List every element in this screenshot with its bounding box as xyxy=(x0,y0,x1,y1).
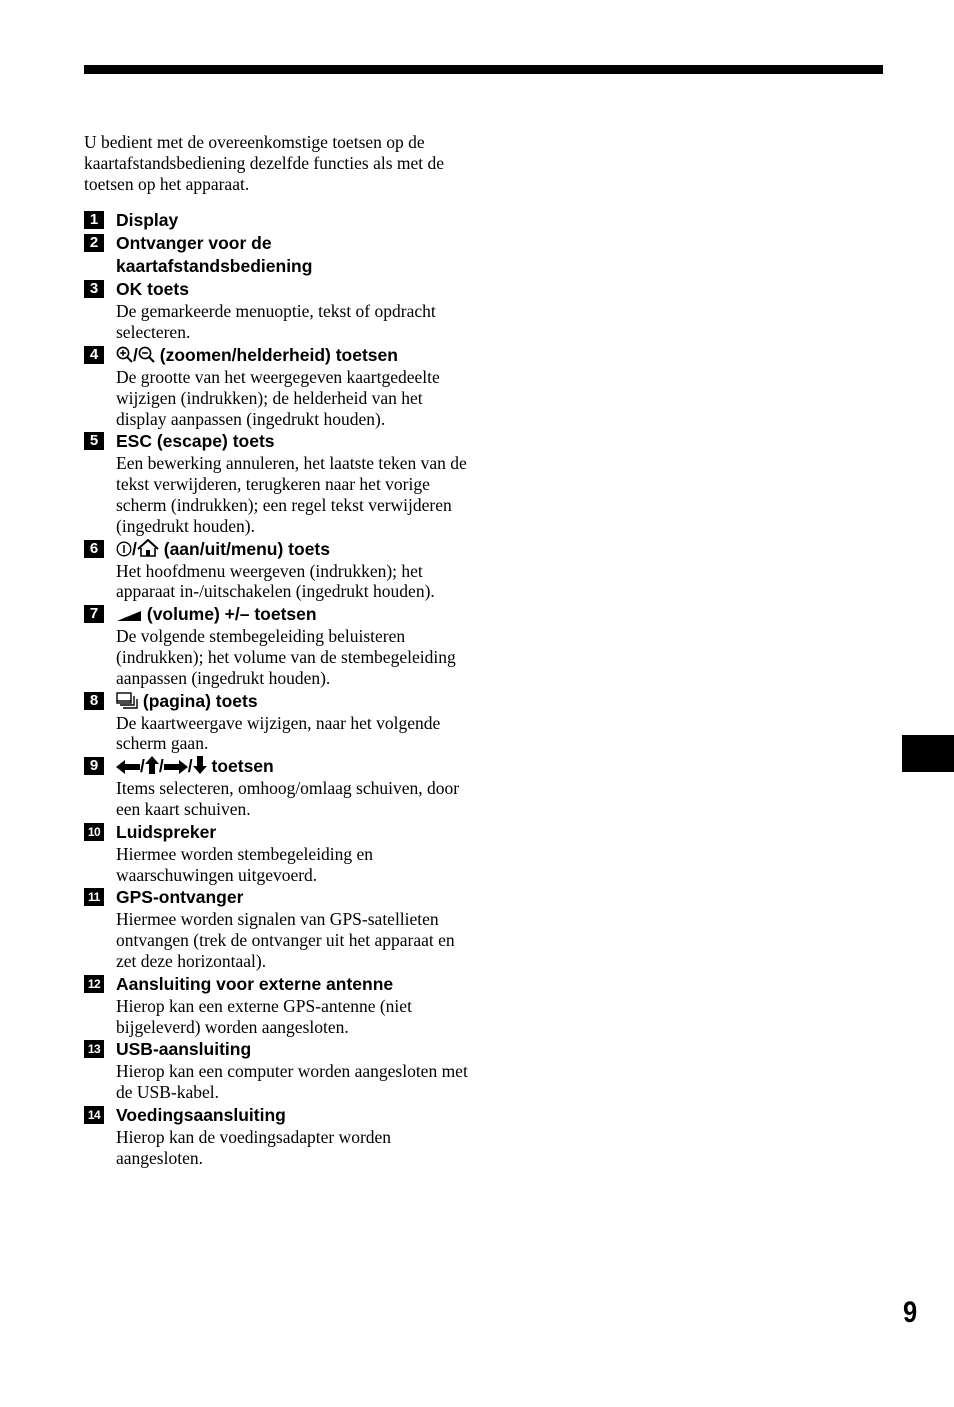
item-number: 1 xyxy=(84,211,104,229)
item-number: 9 xyxy=(84,757,104,775)
list-item xyxy=(84,209,474,232)
item-number: 13 xyxy=(84,1040,104,1058)
item-heading: Voedingsaansluiting xyxy=(116,1104,286,1125)
content-column xyxy=(84,132,474,1170)
item-number: 12 xyxy=(84,975,104,993)
intro-paragraph: U bedient met de overeenkomstige toetsen op de kaartafstandsbediening dezelfde functies als met de toetsen op het apparaat. xyxy=(84,132,445,194)
item-heading: Ontvanger voor de kaartafstandsbediening xyxy=(116,233,313,277)
item-heading-row: / (aan/uit/menu) toets xyxy=(116,538,474,561)
item-description: Hierop kan de voedingsadapter worden aangesloten. xyxy=(116,1126,392,1168)
arrow-left-icon xyxy=(116,760,140,774)
item-number: 5 xyxy=(84,432,104,450)
power-icon xyxy=(116,541,132,557)
item-heading: ESC (escape) toets xyxy=(116,431,275,452)
zoom-in-icon xyxy=(116,346,133,363)
item-heading: (aan/uit/menu) toets xyxy=(158,538,330,559)
item-heading: (pagina) toets xyxy=(138,690,258,711)
list-item xyxy=(84,430,474,536)
list-item xyxy=(84,755,474,820)
item-heading-row xyxy=(116,603,474,626)
item-heading: (volume) +/– toetsen xyxy=(142,604,317,625)
list-item xyxy=(84,538,474,603)
item-number: 10 xyxy=(84,823,104,841)
item-heading: OK toets xyxy=(116,279,189,300)
item-number: 2 xyxy=(84,234,104,252)
list-item xyxy=(84,821,474,886)
item-description: Hierop kan een externe GPS-antenne (niet bijgeleverd) worden aangesloten. xyxy=(116,995,412,1037)
arrow-up-icon xyxy=(145,756,159,774)
page-number: 9 xyxy=(903,1296,918,1329)
item-number: 6 xyxy=(84,540,104,558)
item-heading-row: / / / toetsen xyxy=(116,755,474,778)
item-description: De volgende stembegeleiding beluisteren (indrukken); het volume van de stembegeleiding aanpassen (ingedrukt houden). xyxy=(116,626,456,688)
item-description: De grootte van het weergegeven kaartgedeelte wijzigen (indrukken); de helderheid van het display aanpassen (ingedrukt houden). xyxy=(116,366,440,429)
item-number: 11 xyxy=(84,888,104,906)
list-item xyxy=(84,690,474,755)
home-menu-icon xyxy=(137,539,159,557)
item-heading: toetsen xyxy=(206,756,274,777)
list-item xyxy=(84,1038,474,1103)
zoom-out-icon xyxy=(138,346,155,363)
item-heading: GPS-ontvanger xyxy=(116,887,244,908)
item-heading-row xyxy=(116,690,474,713)
item-description: Hiermee worden signalen van GPS-satellieten ontvangen (trek de ontvanger uit het apparaat en zet deze horizontaal). xyxy=(116,909,455,971)
volume-icon xyxy=(116,610,142,622)
side-tab-marker xyxy=(902,735,954,772)
item-heading: Display xyxy=(116,210,179,231)
item-number: 4 xyxy=(84,346,104,364)
list-item xyxy=(84,344,474,429)
list-item xyxy=(84,886,474,971)
item-description: Items selecteren, omhoog/omlaag schuiven, door een kaart schuiven. xyxy=(116,778,460,819)
list-item xyxy=(84,1104,474,1169)
item-number: 8 xyxy=(84,692,104,710)
list-item xyxy=(84,973,474,1038)
item-number: 3 xyxy=(84,280,104,298)
list-item xyxy=(84,232,474,278)
arrow-right-icon xyxy=(164,760,188,774)
item-heading: Luidspreker xyxy=(116,821,217,842)
item-description: Het hoofdmenu weergeven (indrukken); het apparaat in-/uitschakelen (ingedrukt houden). xyxy=(116,560,435,602)
item-heading: Aansluiting voor externe antenne xyxy=(116,973,394,994)
arrow-down-icon xyxy=(193,756,207,774)
list-item xyxy=(84,278,474,343)
item-heading: USB-aansluiting xyxy=(116,1039,252,1060)
item-description: Een bewerking annuleren, het laatste teken van de tekst verwijderen, terugkeren naar het vorige scherm (indrukken); een regel tekst verwijderen (ingedrukt houden). xyxy=(116,453,467,536)
item-heading: (zoomen/helderheid) toetsen xyxy=(154,344,398,365)
list-item xyxy=(84,603,474,688)
item-heading-row: / (zoomen/helderheid) toetsen xyxy=(116,344,474,367)
top-rule xyxy=(84,65,883,74)
page-icon xyxy=(116,692,138,709)
item-description: Hiermee worden stembegeleiding en waarschuwingen uitgevoerd. xyxy=(116,843,374,885)
item-description: Hierop kan een computer worden aangesloten met de USB-kabel. xyxy=(116,1061,468,1103)
item-description: De gemarkeerde menuoptie, tekst of opdracht selecteren. xyxy=(116,301,436,343)
item-number: 14 xyxy=(84,1106,104,1124)
item-number: 7 xyxy=(84,605,104,623)
item-description: De kaartweergave wijzigen, naar het volgende scherm gaan. xyxy=(116,712,441,754)
